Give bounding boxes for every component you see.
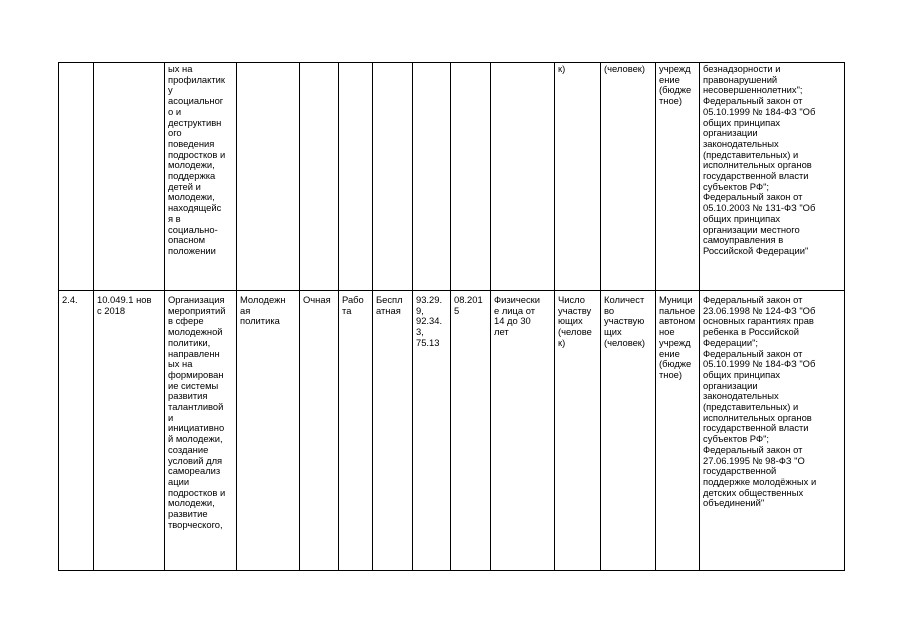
services-register-table xyxy=(58,62,845,571)
cell-quality-indicator: Количест во участвую щих (человек) xyxy=(601,291,656,571)
table-row xyxy=(59,291,845,571)
cell-legal-basis: Федеральный закон от 23.06.1998 № 124-ФЗ "Об основных гарантиях прав ребенка в Российской Федерации"; Федеральный закон от 05.10.1999 № 184-ФЗ "Об общих принципах организации законодательных (представительных) и исполнительных органов государственной власти субъектов РФ"; Федеральный закон от 27.06.1995 № 98-ФЗ "О государственной поддержке молодёжных и детских общественных объединений" xyxy=(700,291,845,571)
cell-institution-type: Муници пальное автоном ное учрежд ение (бюдже тное) xyxy=(656,291,700,571)
cell-service-name: ых на профилактик у асоциальног о и деструктивн ого поведения подростков и молодежи, поддержка детей и молодежи, находящейс я в социально- опасном положении xyxy=(165,63,237,291)
cell-legal-basis: безнадзорности и правонарушений несовершеннолетних"; Федеральный закон от 05.10.1999 № 184-ФЗ "Об общих принципах организации законодательных (представительных) и исполнительных органов государственной власти субъектов РФ"; Федеральный закон от 05.10.2003 № 131-ФЗ "Об общих принципах организации местного самоуправления в Российской Федерации" xyxy=(700,63,845,291)
cell-activity-area xyxy=(237,63,300,291)
cell-institution-type: учрежд ение (бюдже тное) xyxy=(656,63,700,291)
cell-payment xyxy=(373,63,413,291)
cell-volume-indicator: Число участву ющих (челове к) xyxy=(555,291,601,571)
cell-recipients xyxy=(491,63,555,291)
cell-activity-area: Молодежн ая политика xyxy=(237,291,300,571)
cell-okved-codes xyxy=(413,63,451,291)
cell-service-name: Организация мероприятий в сфере молодежной политики, направленн ых на формирован ие системы развития талантливой и инициативно й молодежи, создание условий для самореализ ации подростков и молодежи, развитие творческого, xyxy=(165,291,237,571)
cell-date: 08.201 5 xyxy=(451,291,491,571)
cell-form: Очная xyxy=(300,291,339,571)
cell-recipients: Физически е лица от 14 до 30 лет xyxy=(491,291,555,571)
cell-date xyxy=(451,63,491,291)
cell-registry-code: 10.049.1 нов с 2018 xyxy=(94,291,165,571)
cell-type: Рабо та xyxy=(339,291,373,571)
cell-quality-indicator: (человек) xyxy=(601,63,656,291)
cell-payment: Беспл атная xyxy=(373,291,413,571)
cell-okved-codes: 93.29. 9, 92.34. 3, 75.13 xyxy=(413,291,451,571)
cell-type xyxy=(339,63,373,291)
cell-registry-code xyxy=(94,63,165,291)
cell-volume-indicator: к) xyxy=(555,63,601,291)
cell-number: 2.4. xyxy=(59,291,94,571)
cell-number xyxy=(59,63,94,291)
table-row xyxy=(59,63,845,291)
cell-form xyxy=(300,63,339,291)
